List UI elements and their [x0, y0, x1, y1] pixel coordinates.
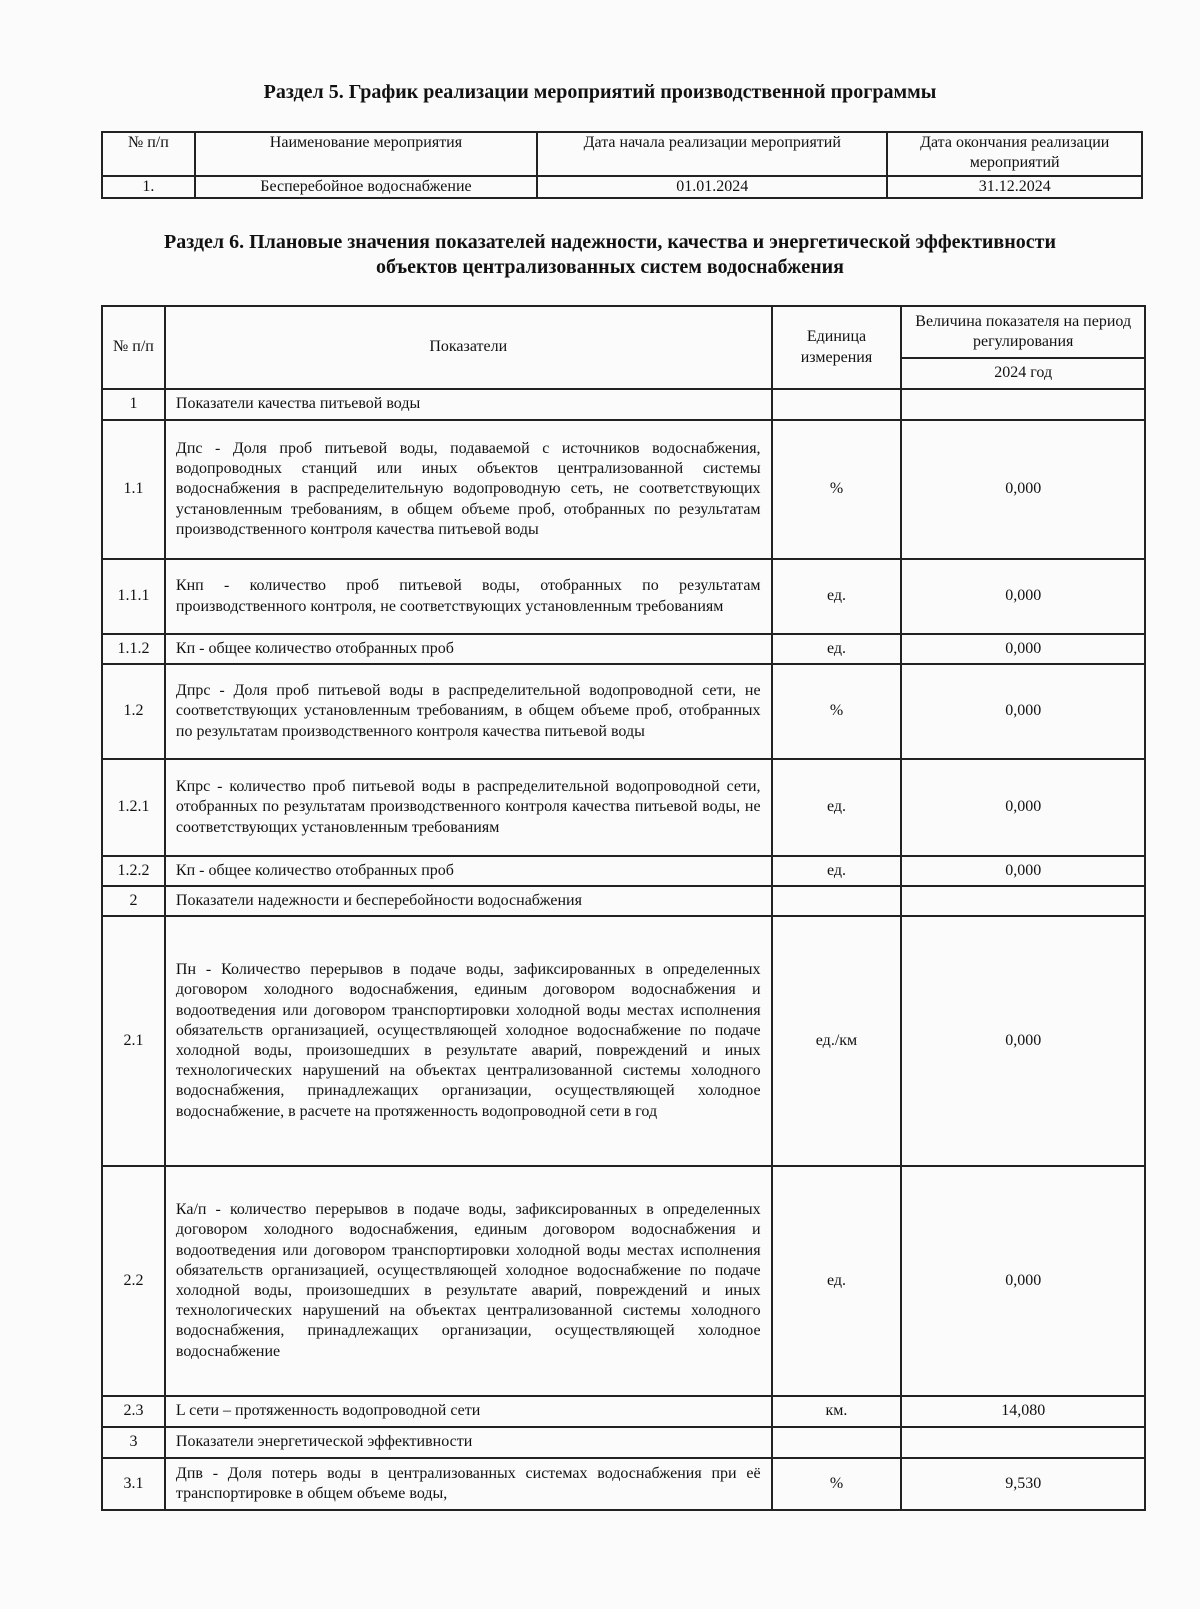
- table-row: [102, 634, 1145, 664]
- row-value: 0,000: [901, 916, 1145, 1166]
- section-5-title: Раздел 5. График реализации мероприятий производственной программы: [263, 81, 937, 103]
- row-num: 2: [102, 886, 165, 916]
- row-unit: [772, 389, 902, 420]
- row-unit: %: [772, 664, 902, 759]
- row-text: Показатели энергетической эффективности: [165, 1427, 772, 1458]
- row-unit: ед.: [772, 559, 902, 634]
- row-text: Ка/п - количество перерывов в подаче воды, зафиксированных в определенных договором холодного водоснабжения, единым договором водоснабжения и водоотведения или договором транспортировки холодной воды местах исполнения обязательств организацией, осуществляющей холодное водоснабжение по подаче холодной воды, произошедших в результате аварий, повреждений и иных технологических нарушений на объектах централизованной системы холодного водоснабжения, принадлежащих организации, осуществляющей холодное водоснабжение: [165, 1166, 772, 1396]
- row-text: Показатели качества питьевой воды: [165, 389, 772, 420]
- row-num: 1.2: [102, 664, 165, 759]
- header-start-date: Дата начала реализации мероприятий: [537, 132, 887, 176]
- row-text: Пн - Количество перерывов в подаче воды, зафиксированных в определенных договором холодного водоснабжения, единым договором водоснабжения и водоотведения или договором транспортировки холодной воды местах исполнения обязательств организацией, осуществляющей холодное водоснабжение по подаче холодной воды, произошедших в результате аварий, повреждений и иных технологических нарушений на объектах централизованной системы холодного водоснабжения, принадлежащих организации, осуществляющей холодное водоснабжение, в расчете на протяженность водопроводной сети в год: [165, 916, 772, 1166]
- row-num: 2.1: [102, 916, 165, 1166]
- row-num: 1.: [102, 176, 195, 198]
- event-name: Бесперебойное водоснабжение: [195, 176, 537, 198]
- row-value: 0,000: [901, 559, 1145, 634]
- row-num: 1.1: [102, 420, 165, 559]
- row-value: [901, 886, 1145, 916]
- table-row: [102, 420, 1145, 559]
- header-value: Величина показателя на период регулирования: [901, 306, 1145, 358]
- row-text: Дпс - Доля проб питьевой воды, подаваемой с источников водоснабжения, водопроводных станций или иных объектов централизованной системы водоснабжения в распределительную водопроводную сеть, не соответствующих установленным требованиям, в общем объеме проб, отобранных по результатам производственного контроля качества питьевой воды: [165, 420, 772, 559]
- row-unit: %: [772, 1458, 902, 1510]
- row-text: Кп - общее количество отобранных проб: [165, 856, 772, 886]
- row-text: Дпрс - Доля проб питьевой воды в распределительной водопроводной сети, не соответствующих установленным требованиям, в общем объеме проб, отобранных по результатам производственного контроля качества питьевой воды: [165, 664, 772, 759]
- schedule-table: [101, 131, 1143, 199]
- row-unit: %: [772, 420, 902, 559]
- row-value: 0,000: [901, 759, 1145, 856]
- row-value: [901, 389, 1145, 420]
- indicators-header-row: [102, 306, 1145, 358]
- table-row: [102, 856, 1145, 886]
- row-num: 1.2.2: [102, 856, 165, 886]
- row-text: Показатели надежности и бесперебойности водоснабжения: [165, 886, 772, 916]
- row-num: 3.1: [102, 1458, 165, 1510]
- row-value: 9,530: [901, 1458, 1145, 1510]
- row-unit: ед.: [772, 634, 902, 664]
- row-unit: [772, 1427, 902, 1458]
- table-row: [102, 886, 1145, 916]
- row-unit: ед.: [772, 759, 902, 856]
- header-indicators: Показатели: [165, 306, 772, 389]
- table-row: [102, 176, 1142, 198]
- row-value: 0,000: [901, 634, 1145, 664]
- row-value: 0,000: [901, 856, 1145, 886]
- indicators-table: [101, 305, 1146, 1511]
- header-end-date: Дата окончания реализации мероприятий: [887, 132, 1142, 176]
- row-text: Кп - общее количество отобранных проб: [165, 634, 772, 664]
- header-event-name: Наименование мероприятия: [195, 132, 537, 176]
- header-unit: Единица измерения: [772, 306, 902, 389]
- start-date: 01.01.2024: [537, 176, 887, 198]
- table-row: [102, 1166, 1145, 1396]
- end-date: 31.12.2024: [887, 176, 1142, 198]
- table-row: [102, 1396, 1145, 1427]
- table-row: [102, 759, 1145, 856]
- row-num: 1.1.2: [102, 634, 165, 664]
- row-value: 0,000: [901, 1166, 1145, 1396]
- row-unit: км.: [772, 1396, 902, 1427]
- row-value: 14,080: [901, 1396, 1145, 1427]
- row-num: 3: [102, 1427, 165, 1458]
- row-unit: ед.: [772, 1166, 902, 1396]
- row-num: 2.2: [102, 1166, 165, 1396]
- row-num: 1.2.1: [102, 759, 165, 856]
- row-value: [901, 1427, 1145, 1458]
- row-unit: ед./км: [772, 916, 902, 1166]
- row-unit: ед.: [772, 856, 902, 886]
- schedule-header-row: [102, 132, 1142, 176]
- header-num: № п/п: [102, 306, 165, 389]
- header-num: № п/п: [102, 132, 195, 176]
- table-row: [102, 389, 1145, 420]
- row-text: Дпв - Доля потерь воды в централизованных системах водоснабжения при её транспортировке в общем объеме воды,: [165, 1458, 772, 1510]
- table-row: [102, 664, 1145, 759]
- table-row: [102, 916, 1145, 1166]
- row-value: 0,000: [901, 664, 1145, 759]
- header-year: 2024 год: [901, 358, 1145, 389]
- row-text: L сети – протяженность водопроводной сети: [165, 1396, 772, 1427]
- row-unit: [772, 886, 902, 916]
- table-row: [102, 1458, 1145, 1510]
- row-text: Кпрс - количество проб питьевой воды в распределительной водопроводной сети, отобранных по результатам производственного контроля качества питьевой воды, не соответствующих установленным требованиям: [165, 759, 772, 856]
- row-value: 0,000: [901, 420, 1145, 559]
- table-row: [102, 559, 1145, 634]
- table-row: [102, 1427, 1145, 1458]
- section-6-title: Раздел 6. Плановые значения показателей надежности, качества и энергетической эффективности объектов централизованных систем водоснабжения: [164, 231, 1056, 278]
- row-num: 1.1.1: [102, 559, 165, 634]
- row-num: 1: [102, 389, 165, 420]
- row-text: Кнп - количество проб питьевой воды, отобранных по результатам производственного контроля, не соответствующих установленным требованиям: [165, 559, 772, 634]
- row-num: 2.3: [102, 1396, 165, 1427]
